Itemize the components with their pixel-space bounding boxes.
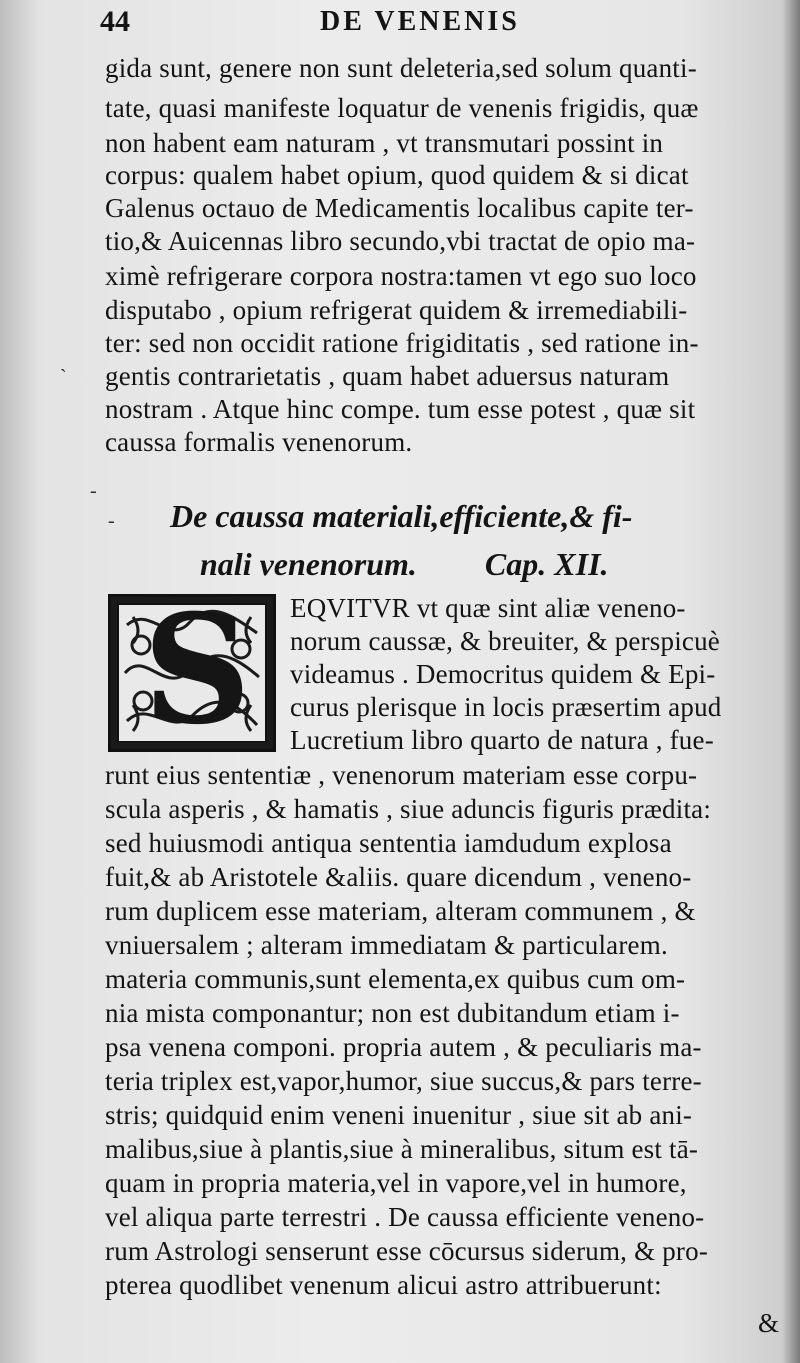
margin-speck: - bbox=[108, 510, 115, 532]
text-line: vniuersalem ; alteram immediatam & particularem. bbox=[105, 930, 668, 960]
text-line: Lucretium libro quarto de natura , fue- bbox=[290, 725, 714, 755]
text-line: stris; quidquid enim veneni inuenitur , siue sit ab ani- bbox=[105, 1100, 693, 1130]
text-line: disputabo , opium refrigerat quidem & irremediabili- bbox=[105, 295, 688, 325]
text-line: quam in propria materia,vel in vapore,vel in humore, bbox=[105, 1168, 687, 1198]
text-line: gentis contrarietatis , quam habet aduersus naturam bbox=[105, 361, 670, 391]
text-line: corpus: qualem habet opium, quod quidem & si dicat bbox=[105, 160, 689, 190]
running-title: DE VENENIS bbox=[320, 6, 520, 37]
margin-speck: ˋ bbox=[60, 366, 67, 388]
page-gutter-shadow bbox=[0, 0, 40, 1363]
text-line: sed huiusmodi antiqua sententia iamdudum explosa bbox=[105, 828, 672, 858]
text-line: caussa formalis venenorum. bbox=[105, 427, 413, 457]
text-line: EQVITVR vt quæ sint aliæ veneno- bbox=[290, 593, 686, 623]
catchword: & bbox=[758, 1308, 780, 1338]
text-line: tate, quasi manifeste loquatur de venenis frigidis, quæ bbox=[105, 93, 699, 123]
text-line: ter: sed non occidit ratione frigiditatis , sed ratione in- bbox=[105, 328, 699, 358]
chapter-heading-text: nali venenorum. bbox=[200, 546, 417, 582]
text-line: vel aliqua parte terrestri . De caussa efficiente veneno- bbox=[105, 1202, 705, 1232]
drop-cap bbox=[108, 582, 276, 758]
text-line: norum caussæ, & breuiter, & perspicuè bbox=[290, 626, 720, 656]
page-number: 44 bbox=[100, 5, 130, 38]
text-line: materia communis,sunt elementa,ex quibus cum om- bbox=[105, 964, 686, 994]
show-through-text bbox=[480, 436, 770, 454]
text-line: pterea quodlibet venenum alicui astro attribuerunt: bbox=[105, 1270, 662, 1300]
page-edge-shadow bbox=[782, 0, 800, 1363]
text-line: rum Astrologi senserunt esse cōcursus siderum, & pro- bbox=[105, 1236, 709, 1266]
text-line: nostram . Atque hinc compe. tum esse potest , quæ sit bbox=[105, 394, 696, 424]
text-line: malibus,siue à plantis,siue à mineralibus, situm est tā- bbox=[105, 1134, 699, 1164]
text-line: rum duplicem esse materiam, alteram communem , & bbox=[105, 896, 696, 926]
text-line: psa venena componi. propria autem , & peculiaris ma- bbox=[105, 1032, 702, 1062]
text-line: gida sunt, genere non sunt deleteria,sed solum quanti- bbox=[105, 53, 697, 83]
text-line: curus plerisque in locis præsertim apud bbox=[290, 692, 722, 722]
text-line: fuit,& ab Aristotele &aliis. quare dicendum , veneno- bbox=[105, 862, 692, 892]
chapter-heading-line bbox=[200, 540, 720, 588]
text-line: teria triplex est,vapor,humor, siue succus,& pars terre- bbox=[105, 1066, 702, 1096]
text-line: non habent eam naturam , vt transmutari possint in bbox=[105, 128, 664, 158]
text-line: runt eius sententiæ , venenorum materiam esse corpu- bbox=[105, 760, 698, 790]
text-line: nia mista componantur; non est dubitandum etiam i- bbox=[105, 998, 680, 1028]
show-through-text bbox=[480, 458, 770, 476]
drop-cap-frame bbox=[117, 582, 267, 758]
text-line: videamus . Democritus quidem & Epi- bbox=[290, 659, 716, 689]
running-head bbox=[100, 2, 620, 42]
drop-cap-letter: S bbox=[142, 582, 252, 758]
chapter-heading-line: De caussa materiali,efficiente,& fi- bbox=[170, 498, 633, 534]
chapter-number: Cap. XII. bbox=[484, 546, 609, 582]
text-line: ximè refrigerare corpora nostra:tamen vt ego suo loco bbox=[105, 261, 697, 291]
text-line: Galenus octauo de Medicamentis localibus capite ter- bbox=[105, 193, 694, 223]
margin-speck: - bbox=[90, 480, 97, 502]
text-line: tio,& Auicennas libro secundo,vbi tractat de opio ma- bbox=[105, 226, 696, 256]
text-line: scula asperis , & hamatis , siue aduncis figuris prædita: bbox=[105, 794, 712, 824]
